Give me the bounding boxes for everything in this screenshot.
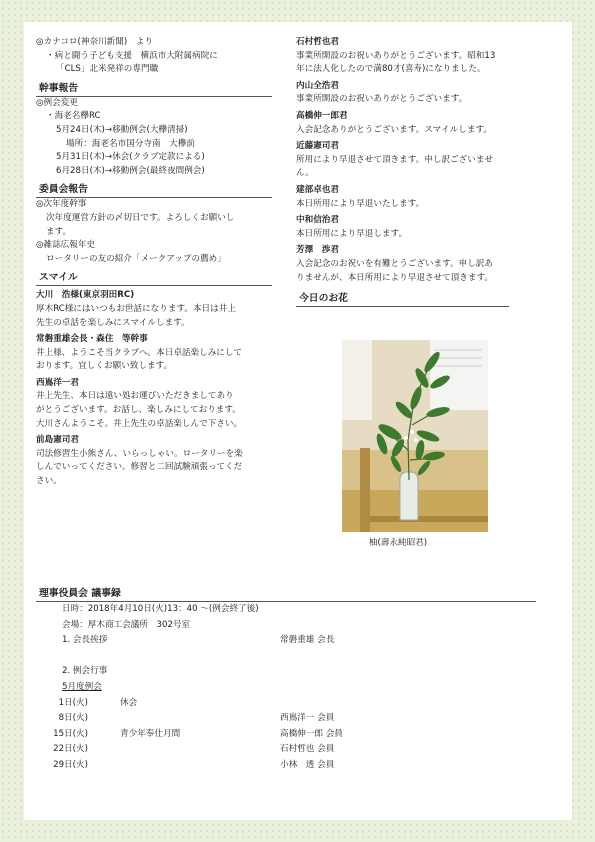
- smile-message: 年に法人化したので満80才(喜寿)になりました。: [296, 64, 486, 75]
- smile-message: 所用により早退させて頂きます。申し訳ございませ: [296, 154, 493, 165]
- smile-member-name: 高橋伸一郎君: [296, 110, 348, 121]
- smile-member-name: 内山全浩君: [296, 80, 339, 91]
- smile-message: ん。: [296, 168, 314, 179]
- minutes-item-1: 1. 会長挨拶: [62, 635, 108, 646]
- committee-line: ます。: [46, 226, 72, 237]
- flower-heading: 今日のお花: [296, 291, 509, 307]
- smile-message: 入会記念のお祝いを有難とうございます。申し訳あ: [296, 258, 493, 269]
- smile-message: りませんが、本日所用により早退させて頂きます。: [296, 272, 493, 283]
- kanji-line: 5月24日(木)→移動例会(大欅清掃): [56, 124, 188, 135]
- kanji-line: 6月28日(木)→移動例会(最終夜間例会): [56, 165, 205, 176]
- minutes-heading: 理事役員会 議事録: [36, 586, 536, 602]
- committee-line: ロータリーの友の紹介「メークアップの薦め」: [46, 253, 226, 264]
- schedule-date: 29日(火): [53, 759, 88, 770]
- kanji-report-heading: 幹事報告: [36, 81, 272, 97]
- kanji-line: 5月31日(木)→休会(クラブ定款による): [56, 152, 205, 163]
- minutes-place: 会場：厚木商工会議所 302号室: [62, 619, 191, 630]
- right-column: [296, 36, 536, 307]
- committee-line: ◎雑誌広報年史: [36, 240, 96, 251]
- smile-message: 大川さんようこそ。井上先生の卓話楽しんで下さい。: [36, 418, 243, 429]
- smile-member-name: 大川 浩様(東京羽田RC): [36, 290, 135, 301]
- smile-message: さい。: [36, 476, 62, 487]
- smile-list-right: [296, 36, 536, 285]
- schedule-date: 22日(火): [53, 744, 88, 755]
- schedule-event: 青少年奉仕月間: [120, 728, 181, 739]
- smile-heading: スマイル: [36, 270, 272, 286]
- minutes-item-1-person: 常磐重雄 会長: [280, 635, 335, 646]
- smile-message: 事業所開設のお祝いありがとうございます。昭和13: [296, 50, 496, 61]
- schedule-row: [36, 758, 536, 774]
- smile-message: がとうございます。お話し、楽しみにしております。: [36, 405, 241, 416]
- minutes-date: 日時：2018年4月10日(火)13：40 ～(例会終了後): [62, 604, 259, 614]
- smile-member-name: 石村哲也君: [296, 37, 339, 47]
- schedule-row: [36, 711, 536, 727]
- schedule-speaker: 小林 透 会員: [280, 759, 335, 770]
- schedule-speaker: 西嶌洋一 会員: [280, 713, 335, 724]
- kanji-line: ◎例会変更: [36, 97, 78, 108]
- schedule-date: 8日(火): [58, 713, 88, 724]
- smile-message: しんでいってください。修習と二回試験頑張ってくだ: [36, 462, 243, 473]
- minutes-item-2: 2. 例会行事: [62, 666, 108, 677]
- committee-line: 次年度運営方針の〆切日です。よろしくお願いし: [46, 212, 235, 223]
- smile-member-name: 前島憲司君: [36, 435, 79, 446]
- schedule-row: [36, 727, 536, 743]
- kanji-line: ・海老名欅RC: [46, 111, 101, 122]
- board-minutes: [36, 586, 536, 774]
- smile-list-left: [36, 289, 272, 488]
- schedule-date: 1日(火): [58, 697, 88, 708]
- smile-member-name: 中和信治君: [296, 215, 339, 226]
- smile-member-name: 常磐重雄会長・森住 等幹事: [36, 334, 148, 345]
- smile-message: 入会記念ありがとうございます。スマイルします。: [296, 124, 492, 135]
- flower-caption: 柚(壽永純昭君): [368, 538, 428, 548]
- intro-line: 「CLS」北米発祥の専門職: [56, 64, 159, 75]
- committee-report-heading: 委員会報告: [36, 182, 272, 198]
- smile-message: 事業所開設のお祝いありがとうございます。: [296, 94, 468, 105]
- schedule-row: [36, 696, 536, 712]
- intro-line: ◎カナコロ(神奈川新聞) より: [36, 37, 153, 47]
- smile-member-name: 近藤憲司君: [296, 141, 339, 152]
- schedule-speaker: 石村哲也 会員: [280, 744, 335, 755]
- smile-member-name: 西嶌洋一君: [36, 377, 79, 388]
- left-column: [36, 36, 272, 489]
- schedule-date: 15日(火): [53, 728, 88, 739]
- smile-message: 井上先生、本日は遠い処お運びいただきましてあり: [36, 391, 234, 402]
- smile-message: 本日所用により早退いたします。: [296, 198, 425, 209]
- smile-member-name: 芳澤 渉君: [296, 245, 339, 256]
- smile-message: 井上様、ようこそ当クラブへ。本日卓話楽しみにして: [36, 347, 243, 358]
- smile-message: 先生の卓話を楽しみにスマイルします。: [36, 317, 190, 328]
- smile-message: 本日所用により早退します。: [296, 228, 408, 239]
- smile-message: 司法修習生小熊さん、いらっしゃい。ロータリーを楽: [36, 448, 243, 459]
- schedule-row: [36, 742, 536, 758]
- flower-photo: [342, 340, 488, 532]
- kanji-line: 場所：海老名市国分寺南 大欅前: [66, 138, 195, 149]
- smile-message: 厚木RC様にはいつもお世話になります。本日は井上: [36, 303, 236, 314]
- schedule-speaker: 高橋伸一郎 会員: [280, 728, 343, 739]
- intro-line: ・病と闘う子ども支援 横浜市大附属病院に: [46, 50, 218, 61]
- minutes-schedule: [36, 696, 536, 774]
- schedule-event: 休会: [120, 697, 138, 708]
- smile-member-name: 建部卓也君: [296, 184, 339, 195]
- committee-line: ◎次年度幹事: [36, 199, 87, 210]
- smile-message: おります。宜しくお願い致します。: [36, 361, 173, 372]
- minutes-month: 5月度例会: [62, 681, 102, 692]
